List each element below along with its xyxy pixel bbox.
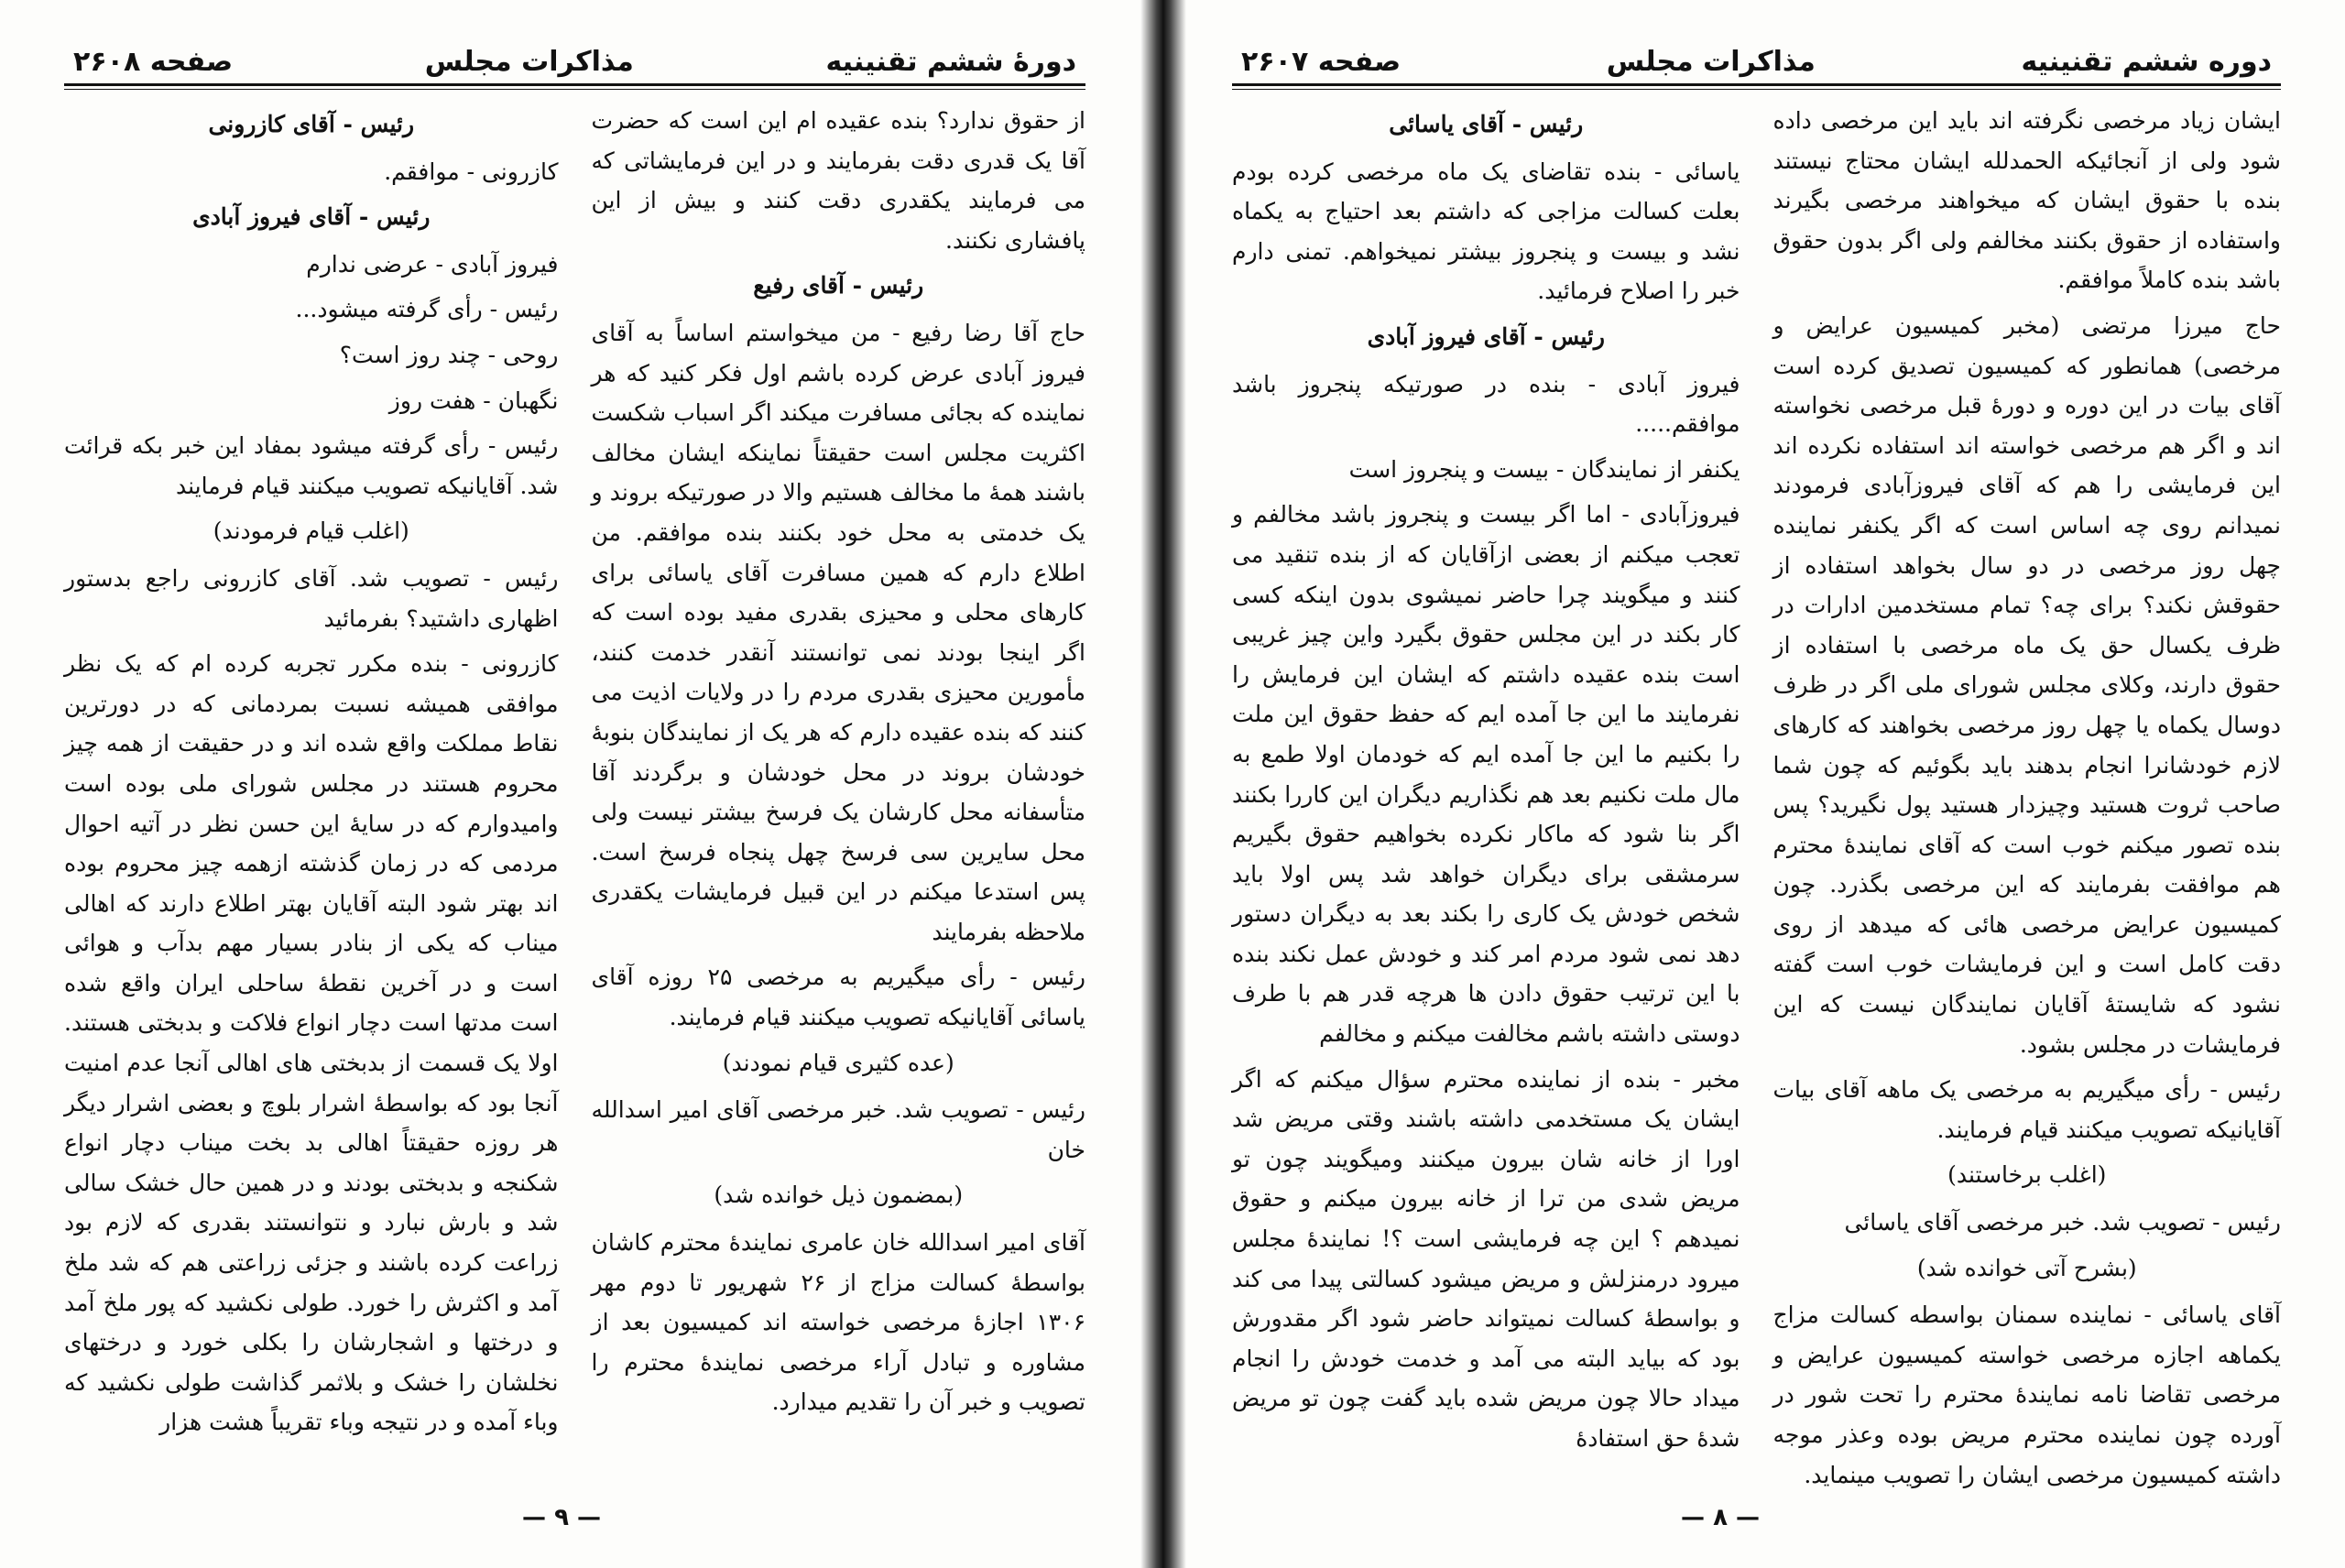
paragraph: ایشان زیاد مرخصی نگرفته اند باید این مرخصی داده شود ولی از آنجائیکه الحمدلله ایشان محتاج نیستند بنده با حقوق ایشان که میخواهند مرخصی بگیرند واستفاده از حقوق بکنند مخالفم ولی اگر بدون حقوق باشد بنده کاملاً موافقم.: [1772, 107, 2281, 294]
header-rule: [1232, 83, 2281, 90]
page-header: [64, 46, 1085, 83]
page-number: صفحه ۲۶۰۷: [1241, 46, 1402, 78]
page-footer: — ۹ —: [522, 1504, 601, 1531]
paragraph: کازرونی - بنده مکرر تجربه کرده ام که یک نظر موافقی همیشه نسبت بمردمانی که در دورترین نقاط مملکت واقع شده اند و در حقیقت از همه چیز محروم هستند در مجلس شورای ملی بوده است وامیدوارم که در سایهٔ این حسن نظر در آتیه احوال مردمی که در زمان گذشته ازهمه چیز محروم بوده اند بهتر شود البته آقایان بهتر اطلاع دارند که اهالی میناب که یکی از بنادر بسیار مهم بدآب و هوائی است و در آخرین نقطهٔ ساحلی ایران واقع شده است مدتها است دچار انواع فلاکت و بدبختی هستند. اولا یک قسمت از بدبختی های اهالی آنجا عدم امنیت آنجا بود که بواسطهٔ اشرار بلوچ و بعضی اشرار دیگر هر روزه حقیقتاً اهالی بد بخت میناب دچار انواع شکنجه و بدبختی بودند و در همین حال خشک سالی شد و بارش نبارد و نتوانستند بقدری که لازم بود زراعت کرده باشند و جزئی زراعتی هم که شد ملخ آمد و اکثرش را خورد. طولی نکشید که پور ملخ آمد و درختها و اشجارشان را بکلی خورد و درختهای نخلشان را خشک و بلاثمر گذاشت طولی نکشید که وباء آمده و در نتیجه وباء تقریباً هشت هزار: [64, 650, 559, 1436]
paragraph: آقای امیر اسدالله خان عامری نمایندهٔ محترم کاشان بواسطهٔ کسالت مزاج از ۲۶ شهریور تا دوم مهر ۱۳۰۶ اجازهٔ مرخصی خواسته اند کمیسیون بعد از مشاوره و تبادل آراء مرخصی نمایندهٔ محترم را تصویب و خبر آن را تقدیم میدارد.: [591, 1229, 1085, 1416]
paragraph: رئیس - تصویب شد. خبر مرخصی آقای یاسائی: [1844, 1209, 2281, 1236]
book-gutter: [1140, 0, 1186, 1568]
paragraph: رئیس - تصویب شد. خبر مرخصی آقای امیر اسدالله خان: [591, 1096, 1085, 1163]
paragraph: فیروز آبادی - بنده در صورتیکه پنجروز باشد موافقم.....: [1232, 370, 1740, 438]
header-rule: [64, 83, 1085, 90]
page-header: [1232, 46, 2281, 83]
session-label: دورهٔ ششم تقنینیه: [825, 46, 1076, 78]
paragraph: مخبر - بنده از نماینده محترم سؤال میکنم که اگر ایشان یک مستخدمی داشته باشند وقتی مریض شد اورا از خانه شان بیرون میکنند ومیگویند چون تو مریض شدی من ترا از خانه بیرون میکنم و حقوق نمیدهم ؟ این چه فرمایشی است ؟! نمایندهٔ مجلس میرود درمنزلش و مریض میشود کسالتی پیدا می کند و بواسطهٔ کسالت نمیتواند حاضر شود اگر مقدورش بود که بیاید البته می آمد و خدمت خودش را انجام میداد حالا چون مریض شده باید گفت چون تو مریض شدهٔ حق استفادهٔ: [1232, 1065, 1740, 1452]
paragraph: رئیس - رأی گرفته میشود...: [295, 296, 559, 323]
speaker-heading: رئیس - آقای یاسائی: [1389, 111, 1584, 137]
procedural-note: (اغلب قیام فرمودند): [213, 517, 409, 545]
paragraph: آقای یاسائی - نماینده سمنان بواسطه کسالت مزاج یکماهه اجازه مرخصی خواسته کمیسیون عرایض و مرخصی تقاضا نامه نمایندهٔ محترم را تحت شور در آورده چون نماینده محترم مریض بوده وعذر موجه داشته کمیسیون مرخصی ایشان را تصویب مینماید.: [1772, 1301, 2281, 1488]
paragraph: حاج آقا رضا رفیع - من میخواستم اساساً به آقای فیروز آبادی عرض کرده باشم اول فکر کنید که هر نماینده که بجائی مسافرت میکند اگر اسباب شکست اکثریت مجلس است حقیقتاً نماینکه ایشان مخالف باشند همهٔ ما مخالف هستیم والا در صورتیکه بروند و یک خدمتی به محل خود بکنند بنده موافقم. من اطلاع دارم که همین مسافرت آقای یاسائی برای کارهای محلی و محیزی بقدری مفید بوده است که اگر اینجا بودند نمی توانستند آنقدر خدمت کنند، مأمورین محیزی بقدری مردم را در ولایات اذیت می کنند که بنده عقیده دارم که هر یک از نمایندگان بنوبهٔ خودشان بروند در محل خودشان و برگردند آقا متأسفانه محل کارشان یک فرسخ بیشتر نیست ولی محل سایرین سی فرسخ چهل پنجاه فرسخ است. پس استدعا میکنم در این قبیل فرمایشات یکقدری ملاحظه بفرمایند: [591, 319, 1085, 945]
paragraph: رئیس - رأی گرفته میشود بمفاد این خبر بکه قرائت شد. آقایانیکه تصویب میکنند قیام فرمایند: [64, 432, 559, 499]
page-number: صفحه ۲۶۰۸: [73, 46, 234, 78]
speaker-heading: رئیس - آقای رفیع: [753, 272, 924, 299]
paragraph: فیروز آبادی - عرضی ندارم: [306, 250, 559, 278]
paragraph: روحی - چند روز است؟: [339, 341, 559, 368]
paragraph: یکنفر از نمایندگان - بیست و پنجروز است: [1348, 455, 1740, 483]
right-page: [1186, 0, 2345, 1568]
speaker-heading: رئیس - آقای فیروز آبادی: [1367, 322, 1605, 350]
text-column: [592, 101, 1086, 1475]
procedural-note: (بمضمون ذیل خوانده شد): [714, 1181, 964, 1209]
speaker-heading: رئیس - آقای فیروز آبادی: [192, 203, 431, 231]
journal-title: مذاکرات مجلس: [424, 46, 634, 78]
text-columns: [64, 101, 1085, 1475]
paragraph: حاج میرزا مرتضی (مخبر کمیسیون عرایض و مرخصی) همانطور که کمیسیون تصدیق کرده است آقای بیات در این دوره و دورهٔ قبل مرخصی نخواسته اند و اگر هم مرخصی خواسته اند استفاده نکرده اند این فرمایشی را هم که آقای فیروزآبادی فرمودند نمیدانم روی چه اساس است که اگر یکنفر نماینده چهل روز مرخصی در دو سال بخواهد استفاده از حقوقش نکند؟ برای چه؟ تمام مستخدمین ادارات در ظرف یکسال حق یک ماه مرخصی با استفاده از حقوق دارند، وکلای مجلس شورای ملی اگر در ظرف دوسال یکماه یا چهل روز مرخصی بخواهند که کارهای لازم خودشانرا انجام بدهند باید بگوئیم که چون شما صاحب ثروت هستید وچیزدار هستید پول نگیرید؟ پس بنده تصور میکنم خوب است که آقای نمایندهٔ محترم هم موافقت بفرمایند که این مرخصی بگذرد. چون کمیسیون عرایض مرخصی هائی که میدهد از روی دقت کامل است و این فرمایشات خوب است گفته نشود که شایستهٔ آقایان نمایندگان نیست که این فرمایشات در مجلس بشود.: [1772, 311, 2281, 1058]
paragraph: فیروزآبادی - اما اگر بیست و پنجروز باشد مخالفم و تعجب میکنم از بعضی ازآقایان که از بنده تنقید می کنند و میگویند چرا حاضر نمیشوی بدون اینکه کسی کار بکند در این مجلس حقوق بگیرد واین چیز غریبی است بنده عقیده داشتم که ایشان این فرمایش را نفرمایند ما این جا آمده ایم که حفظ حقوق این ملت را بکنیم ما این جا آمده ایم که خودمان اولا طمع به مال ملت نکنیم بعد هم نگذاریم دیگران این کاررا بکنند اگر بنا شود که ماکار نکرده بخواهیم حقوق بگیریم سرمشقی برای دیگران خواهد شد پس اولا باید شخص خودش یک کاری را بکند بعد به دیگران دستور دهد نمی شود مردم امر کند و خودش عمل نکند بنده با این ترتیب حقوق دادن ها هرچه قدر هم با طرف دوستی داشته باشم مخالفت میکنم و مخالفم: [1232, 501, 1740, 1048]
text-column: [64, 101, 559, 1475]
page-footer: — ۸ —: [1681, 1504, 1760, 1531]
text-columns: [1232, 101, 2281, 1488]
procedural-note: (عده کثیری قیام نمودند): [722, 1049, 954, 1076]
paragraph: کازرونی - موافقم.: [384, 158, 559, 185]
paragraph: رئیس - رأی میگیریم به مرخصی یک ماهه آقای بیات آقایانیکه تصویب میکنند قیام فرمایند.: [1772, 1076, 2281, 1143]
speaker-heading: رئیس - آقای کازرونی: [208, 111, 415, 137]
procedural-note: (اغلب برخاستند): [1947, 1161, 2107, 1189]
paragraph: رئیس - رأی میگیریم به مرخصی ۲۵ روزه آقای یاسائی آقایانیکه تصویب میکنند قیام فرمایند.: [591, 964, 1085, 1031]
session-label: دوره ششم تقنینیه: [2021, 46, 2272, 78]
paragraph: نگهبان - هفت روز: [388, 387, 559, 414]
paragraph: رئیس - تصویب شد. آقای کازرونی راجع بدستور اظهاری داشتید؟ بفرمائید: [64, 564, 559, 632]
paragraph: یاسائی - بنده تقاضای یک ماه مرخصی کرده بودم بعلت کسالت مزاجی که داشتم بعد احتیاج به یکماه نشد و بیست و پنجروز بیشتر نمیخواهم. تمنی دارم خبر را اصلاح فرمائید.: [1232, 158, 1740, 305]
text-column: [1772, 101, 2282, 1488]
journal-title: مذاکرات مجلس: [1606, 46, 1816, 78]
paragraph: از حقوق ندارد؟ بنده عقیده ام این است که حضرت آقا یک قدری دقت بفرمایند و در این فرمایشاتی که می فرمایند یکقدری دقت کنند و بیش از این پافشاری نکنند.: [591, 107, 1085, 254]
procedural-note: (بشرح آتی خوانده شد): [1916, 1254, 2137, 1281]
left-page: [0, 0, 1140, 1568]
text-column: [1232, 101, 1740, 1475]
